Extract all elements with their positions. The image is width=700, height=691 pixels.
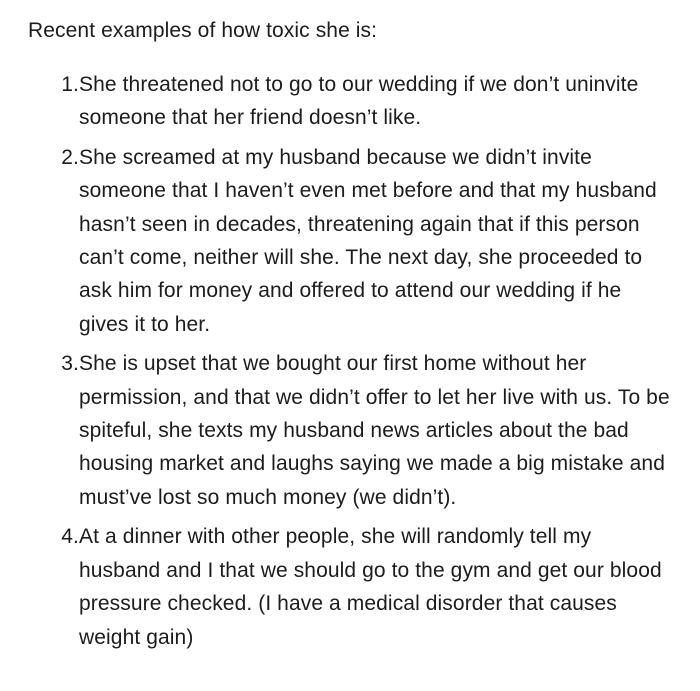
list-item-text: She screamed at my husband because we didn’t invite someone that I haven’t even met before and that my husband hasn’t seen in decades, threatening again that if this person can’t come, neither will she. The next day, she proceeded to ask him for money and offered to attend our wedding if he gives it to her. xyxy=(79,145,657,336)
list-item-text: She is upset that we bought our first home without her permission, and that we didn’t offer to let her live with us. To be spiteful, she texts my husband news articles about the bad housing market and laughs saying we made a big mistake and must’ve lost so much money (we didn’t). xyxy=(79,352,670,509)
list-item-number: 2. xyxy=(61,145,79,169)
list-item-number: 4. xyxy=(61,525,79,549)
list-item xyxy=(28,141,676,341)
list-item xyxy=(28,347,676,514)
list-item-text: She threatened not to go to our wedding if we don’t uninvite someone that her friend doesn’t like. xyxy=(79,73,639,130)
list-item xyxy=(28,520,676,654)
intro-paragraph: Recent examples of how toxic she is: xyxy=(28,19,378,42)
list-item-number: 3. xyxy=(61,352,79,376)
list-item-number: 1. xyxy=(61,73,79,96)
examples-list xyxy=(28,68,676,654)
list-item xyxy=(28,68,676,135)
list-item-text: At a dinner with other people, she will randomly tell my husband and I that we should go to the gym and get our blood pressure checked. (I have a medical disorder that causes weight gain) xyxy=(79,525,662,649)
